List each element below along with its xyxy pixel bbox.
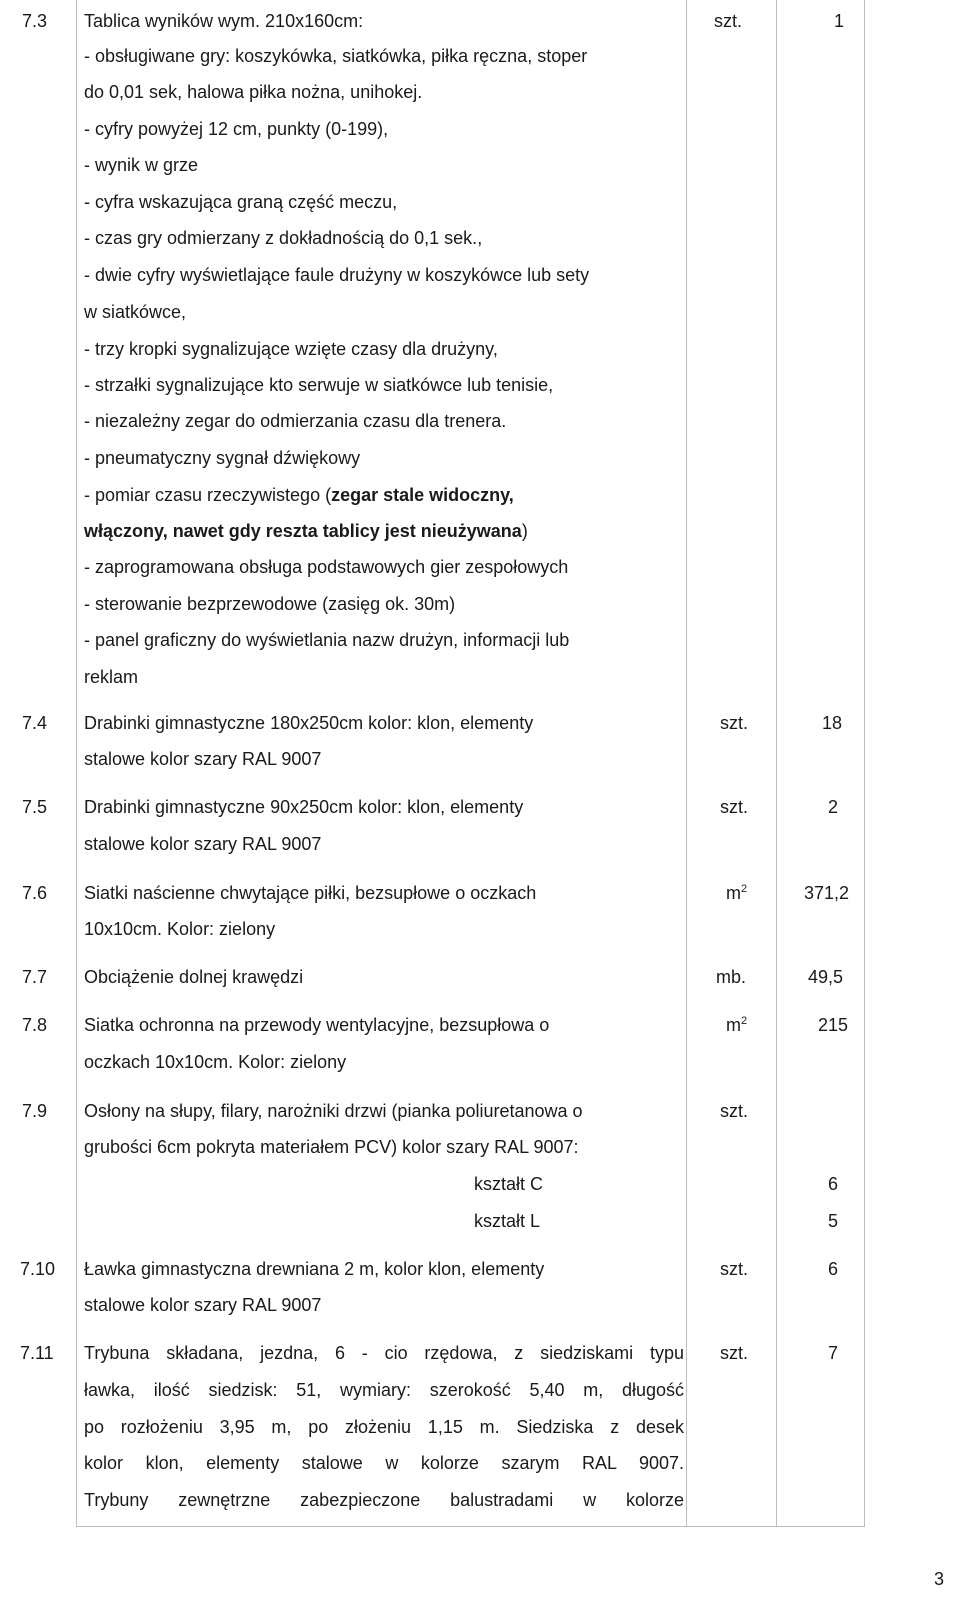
item-desc-line: Drabinki gimnastyczne 90x250cm kolor: klon, elementy: [84, 797, 524, 817]
item-quantity: 215: [818, 1015, 849, 1035]
item-unit: szt.: [720, 1343, 749, 1363]
text-run: - pomiar czasu rzeczywistego (: [84, 485, 332, 505]
item-number: 7.10: [20, 1259, 56, 1279]
item-desc-line: Osłony na słupy, filary, narożniki drzwi (pianka poliuretanowa o: [84, 1101, 583, 1121]
item-desc-line: - czas gry odmierzany z dokładnością do 0,1 sek.,: [84, 228, 483, 248]
item-desc-line: - pneumatyczny sygnał dźwiękowy: [84, 448, 361, 468]
item-unit: [726, 1014, 747, 1036]
table-border-left: [76, 0, 77, 1526]
item-desc-line: kolor klon, elementy stalowe w kolorze szarym RAL 9007.: [84, 1453, 684, 1473]
item-desc-line: - panel graficzny do wyświetlania nazw drużyn, informacji lub: [84, 630, 570, 650]
item-number: 7.5: [22, 797, 48, 817]
item-desc-line: - dwie cyfry wyświetlające faule drużyny w koszykówce lub sety: [84, 265, 590, 285]
item-unit: szt.: [714, 11, 743, 31]
item-quantity: 7: [828, 1343, 839, 1363]
text-run: ): [521, 521, 528, 541]
item-desc-line: po rozłożeniu 3,95 m, po złożeniu 1,15 m. Siedziska z desek: [84, 1417, 684, 1437]
item-desc-line: Trybuna składana, jezdna, 6 - cio rzędowa, z siedziskami typu: [84, 1343, 684, 1363]
item-number: 7.4: [22, 713, 48, 733]
item-number: 7.3: [22, 11, 48, 31]
item-desc-line: Siatki naścienne chwytające piłki, bezsupłowe o oczkach: [84, 883, 537, 903]
item-desc-line: Drabinki gimnastyczne 180x250cm kolor: klon, elementy: [84, 713, 534, 733]
item-desc-line: Trybuny zewnętrzne zabezpieczone balustradami w kolorze: [84, 1490, 684, 1510]
item-desc-line: - strzałki sygnalizujące kto serwuje w siatkówce lub tenisie,: [84, 375, 554, 395]
item-quantity: 2: [828, 797, 839, 817]
item-unit: [726, 882, 747, 904]
item-desc-line: - niezależny zegar do odmierzania czasu dla trenera.: [84, 411, 507, 431]
item-desc-line: - wynik w grze: [84, 155, 199, 175]
item-desc-line: - cyfry powyżej 12 cm, punkty (0-199),: [84, 119, 389, 139]
item-desc-line: - sterowanie bezprzewodowe (zasięg ok. 30m): [84, 594, 456, 614]
bold-text-run: zegar stale widoczny,: [331, 485, 514, 505]
item-unit: szt.: [720, 713, 749, 733]
item-desc-line: - cyfra wskazująca graną część meczu,: [84, 192, 398, 212]
item-desc-line: ławka, ilość siedzisk: 51, wymiary: szerokość 5,40 m, długość: [84, 1380, 684, 1400]
item-quantity: 6: [828, 1259, 839, 1279]
table-border-unit: [776, 0, 777, 1526]
item-unit: szt.: [720, 1101, 749, 1121]
item-desc-line: grubości 6cm pokryta materiałem PCV) kolor szary RAL 9007:: [84, 1137, 579, 1157]
item-desc-line: w siatkówce,: [84, 302, 187, 322]
item-number: 7.8: [22, 1015, 48, 1035]
item-unit: mb.: [716, 967, 747, 987]
item-desc-line: - zaprogramowana obsługa podstawowych gier zespołowych: [84, 557, 569, 577]
item-quantity: 6: [828, 1174, 839, 1194]
item-desc-line: stalowe kolor szary RAL 9007: [84, 749, 322, 769]
item-unit: szt.: [720, 1259, 749, 1279]
item-quantity: 5: [828, 1211, 839, 1231]
item-number: 7.7: [22, 967, 48, 987]
item-desc-line: Siatka ochronna na przewody wentylacyjne, bezsupłowa o: [84, 1015, 550, 1035]
item-desc-line: Obciążenie dolnej krawędzi: [84, 967, 304, 987]
item-quantity: 18: [822, 713, 843, 733]
unit-exponent: 2: [741, 883, 748, 895]
item-quantity: 49,5: [808, 967, 844, 987]
unit-text: m: [726, 1015, 741, 1035]
unit-text: m: [726, 883, 741, 903]
item-number: 7.11: [20, 1343, 54, 1363]
table-border-desc: [686, 0, 687, 1526]
item-number: 7.6: [22, 883, 48, 903]
page-number: 3: [934, 1569, 945, 1589]
item-desc-line: Tablica wyników wym. 210x160cm:: [84, 11, 364, 31]
item-desc-line: stalowe kolor szary RAL 9007: [84, 1295, 322, 1315]
item-desc-line: 10x10cm. Kolor: zielony: [84, 919, 276, 939]
item-desc-line: [84, 520, 528, 542]
table-border-right: [864, 0, 865, 1526]
item-desc-line: [84, 484, 514, 506]
item-desc-line: reklam: [84, 667, 139, 687]
bold-text-run: włączony, nawet gdy reszta tablicy jest nieużywana: [84, 521, 522, 541]
shape-c-label: kształt C: [474, 1174, 544, 1194]
item-number: 7.9: [22, 1101, 48, 1121]
item-desc-line: - obsługiwane gry: koszykówka, siatkówka, piłka ręczna, stoper: [84, 46, 588, 66]
item-desc-line: oczkach 10x10cm. Kolor: zielony: [84, 1052, 347, 1072]
item-desc-line: do 0,01 sek, halowa piłka nożna, unihokej.: [84, 82, 423, 102]
item-desc-line: - trzy kropki sygnalizujące wzięte czasy dla drużyny,: [84, 339, 498, 359]
unit-exponent: 2: [741, 1015, 748, 1027]
item-desc-line: stalowe kolor szary RAL 9007: [84, 834, 322, 854]
item-unit: szt.: [720, 797, 749, 817]
table-border-bottom: [76, 1526, 865, 1527]
item-quantity: 371,2: [804, 883, 850, 903]
item-desc-line: Ławka gimnastyczna drewniana 2 m, kolor klon, elementy: [84, 1259, 545, 1279]
item-quantity: 1: [834, 11, 845, 31]
shape-l-label: kształt L: [474, 1211, 541, 1231]
